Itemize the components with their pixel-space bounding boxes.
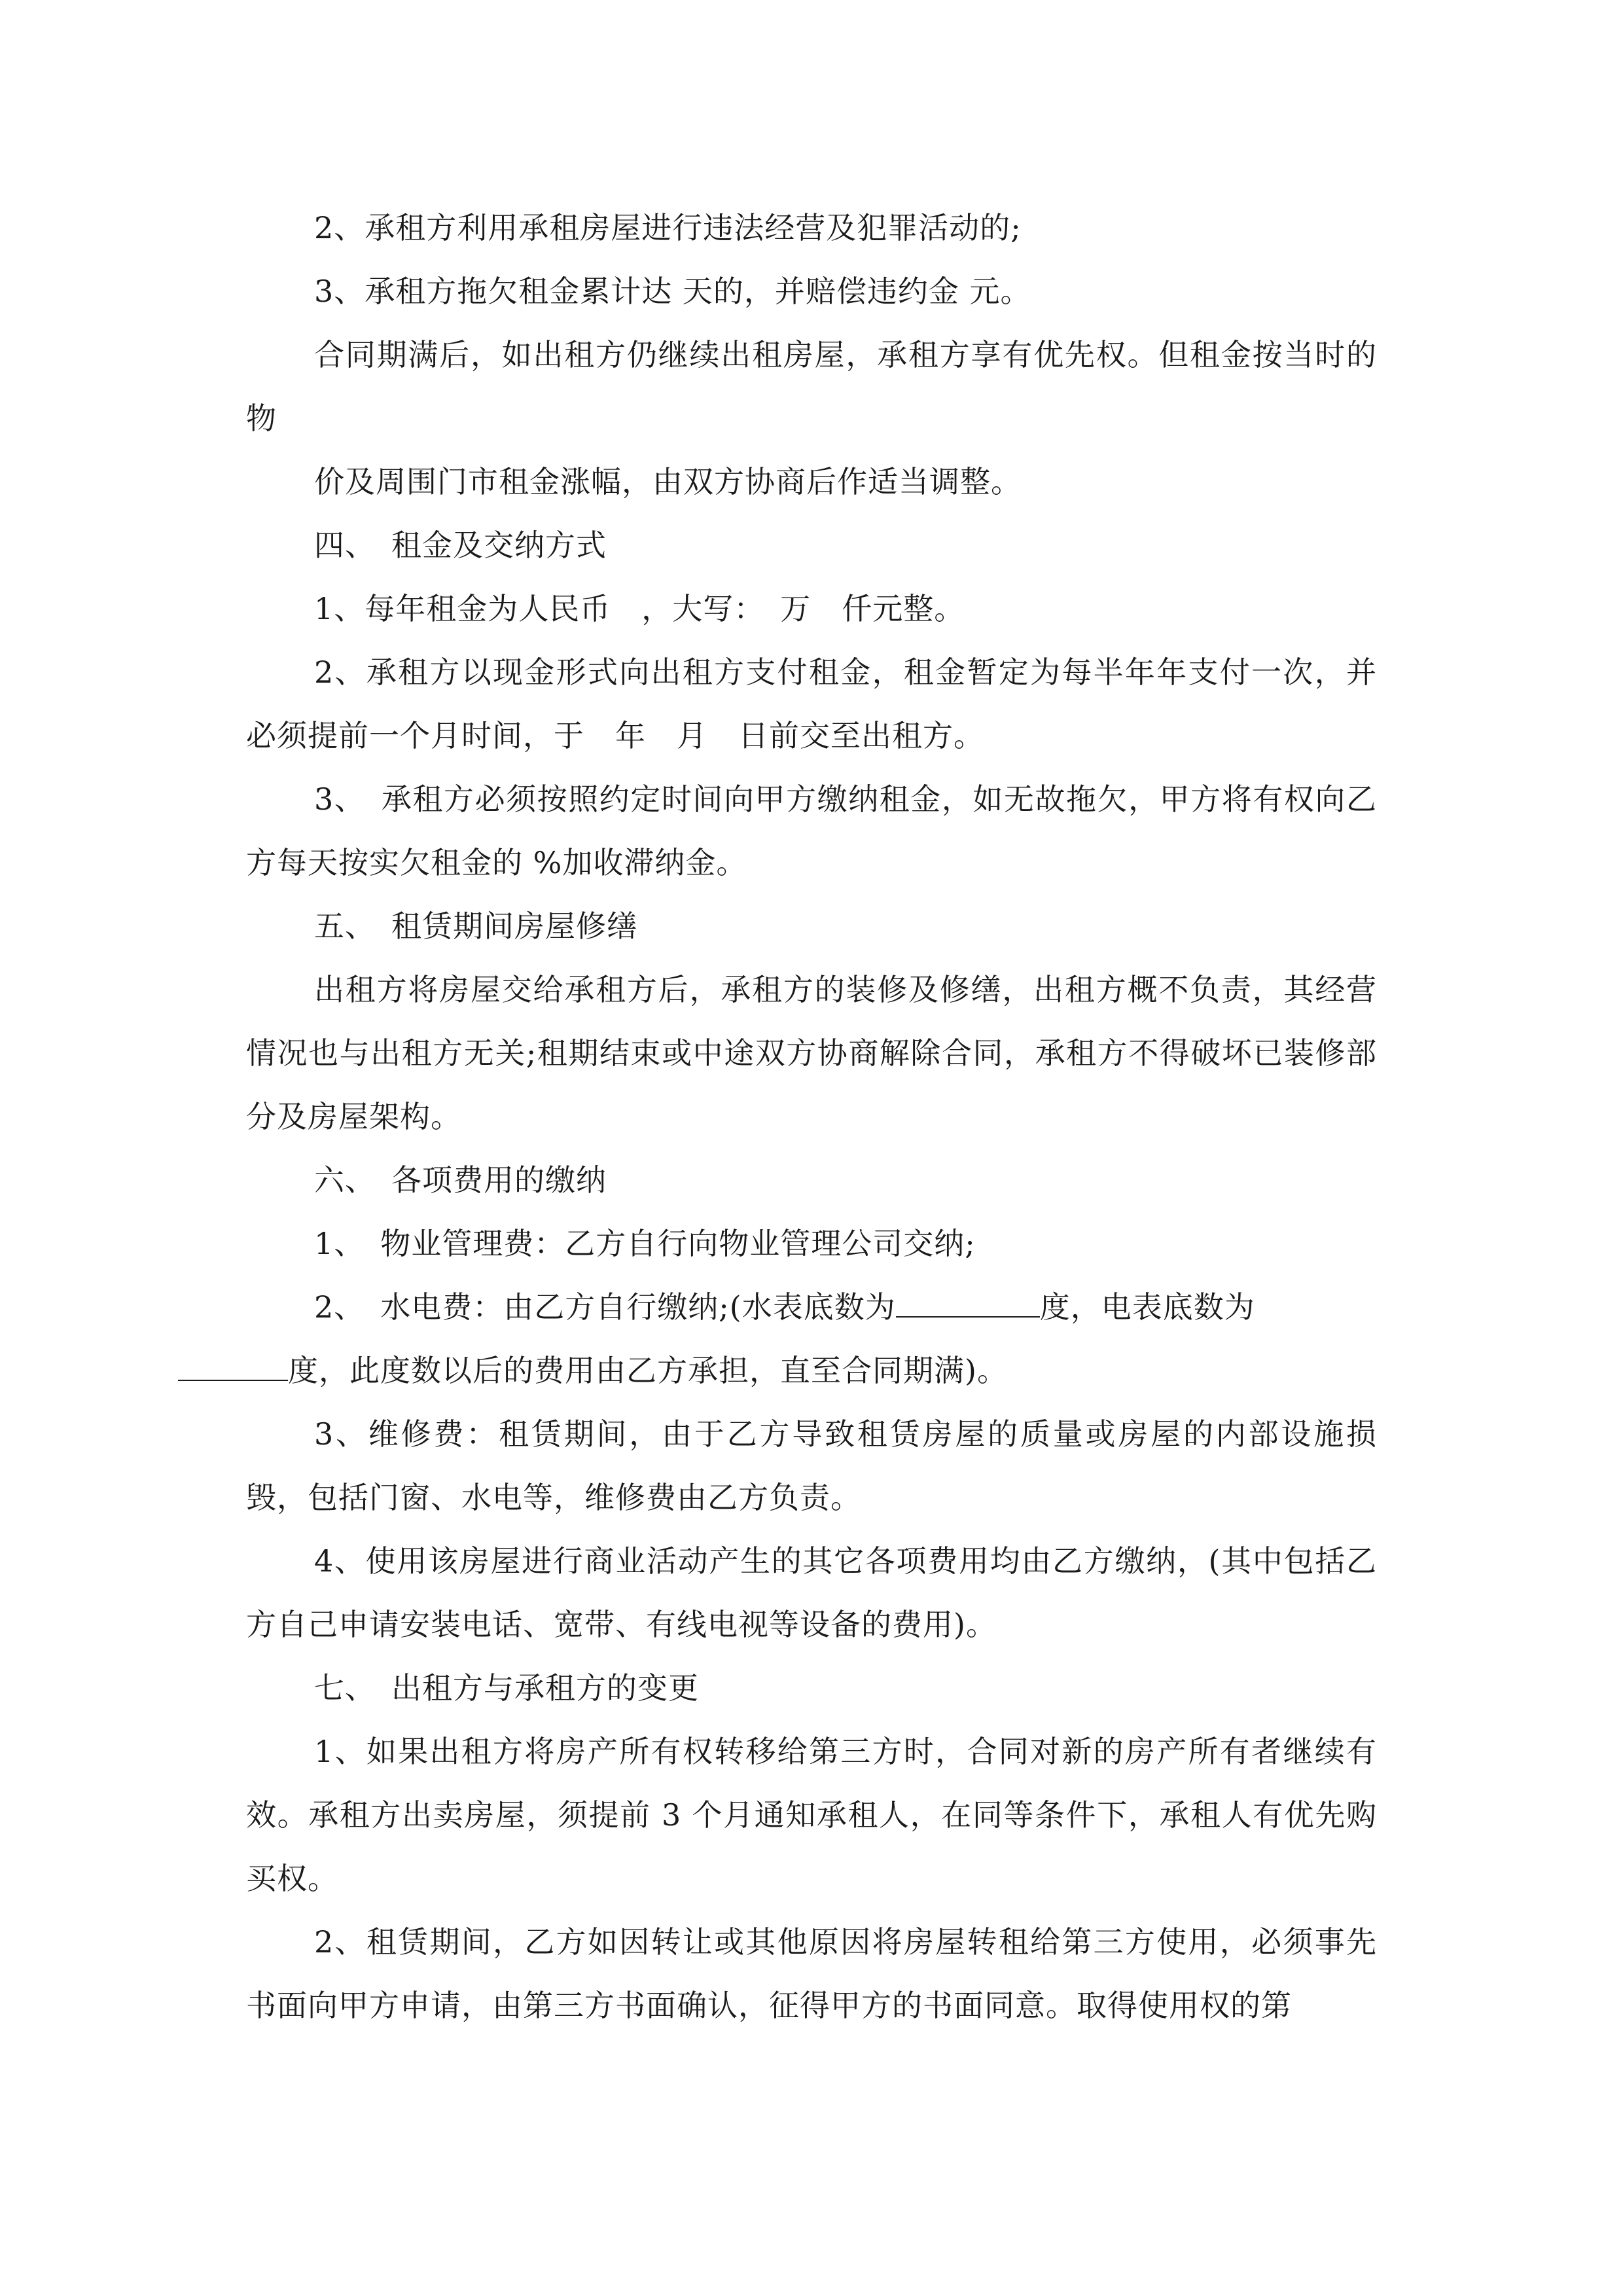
section-heading-5: 五、 租赁期间房屋修缮 [314,908,637,944]
section-heading-4: 四、 租金及交纳方式 [314,528,607,563]
paragraph-ownership-transfer: 1、如果出租方将房产所有权转移给第三方时，合同对新的房产所有者继续有效。承租方出卖房屋，须提前 3 个月通知承租人，在同等条件下，承租人有优先购买权。 [246,1734,1377,1896]
paragraph-renewal-cont: 价及周围门市租金涨幅，由双方协商后作适当调整。 [314,464,1022,499]
paragraph-utilities [246,1276,1377,1403]
paragraph-sublease: 2、租赁期间，乙方如因转让或其他原因将房屋转租给第三方使用，必须事先书面向甲方申请，由第三方书面确认，征得甲方的书面同意。取得使用权的第 [246,1924,1377,2023]
utilities-text-b: 度，电表底数为 [1039,1289,1255,1325]
paragraph-late-fee: 3、 承租方必须按照约定时间向甲方缴纳租金，如无故拖欠，甲方将有权向乙方每天按实欠租金的 %加收滞纳金。 [246,781,1377,880]
utilities-text-c: 度，此度数以后的费用由乙方承担，直至合同期满)。 [288,1353,1008,1388]
paragraph-property-fee: 1、 物业管理费：乙方自行向物业管理公司交纳; [314,1226,976,1261]
electric-reading-blank [178,1354,288,1381]
section-heading-7: 七、 出租方与承租方的变更 [314,1670,699,1706]
paragraph-maintenance-fee: 3、维修费：租赁期间，由于乙方导致租赁房屋的质量或房屋的内部设施损毁，包括门窗、水电等，维修费由乙方负责。 [246,1416,1377,1515]
paragraph-clause-3: 3、承租方拖欠租金累计达 天的，并赔偿违约金 元。 [314,274,1031,309]
paragraph-renewal: 合同期满后，如出租方仍继续出租房屋，承租方享有优先权。但租金按当时的物 [246,337,1377,436]
paragraph-rent-payment: 2、承租方以现金形式向出租方支付租金，租金暂定为每半年年支付一次，并必须提前一个月时间，于 年 月 日前交至出租方。 [246,655,1377,753]
paragraph-rent-amount: 1、每年租金为人民币 ，大写： 万 仟元整。 [314,591,965,626]
paragraph-other-fees: 4、使用该房屋进行商业活动产生的其它各项费用均由乙方缴纳，(其中包括乙方自己申请安装电话、宽带、有线电视等设备的费用)。 [246,1543,1377,1642]
document-body [246,196,1377,2037]
water-reading-blank [896,1290,1040,1318]
utilities-text-a: 2、 水电费：由乙方自行缴纳;(水表底数为 [314,1289,896,1325]
section-heading-6: 六、 各项费用的缴纳 [314,1162,607,1198]
paragraph-clause-2: 2、承租方利用承租房屋进行违法经营及犯罪活动的; [314,210,1022,245]
paragraph-repairs: 出租方将房屋交给承租方后，承租方的装修及修缮，出租方概不负责，其经营情况也与出租方无关;租期结束或中途双方协商解除合同，承租方不得破坏已装修部分及房屋架构。 [246,972,1377,1134]
